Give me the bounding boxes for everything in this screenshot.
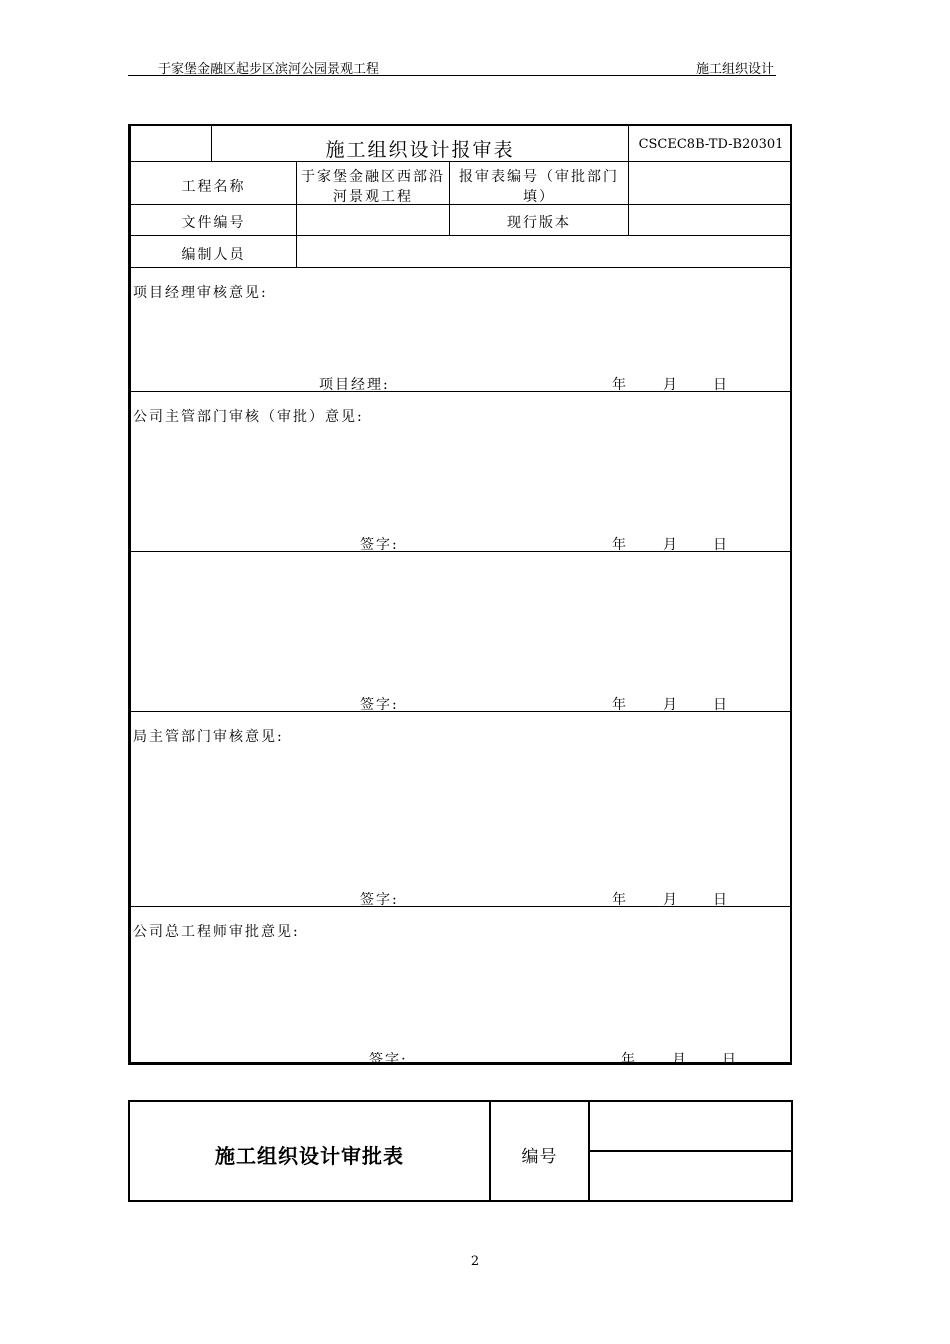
approval-form [128, 1100, 793, 1202]
approval-form-title: 施工组织设计审批表 [215, 1144, 404, 1168]
approval-no-label: 编号 [521, 1147, 558, 1167]
preparer-label: 编制人员 [181, 247, 246, 263]
page-header [128, 58, 776, 76]
review-no-label-line1: 报审表编号（审批部门 [459, 169, 619, 185]
sec3-sign: 签字: [360, 697, 399, 713]
sec5-day: 日 [722, 1052, 738, 1068]
version-field[interactable] [629, 205, 793, 235]
form-code: CSCEC8B-TD-B20301 [638, 137, 784, 152]
review-no-field[interactable] [629, 162, 793, 204]
approval-no-field-1[interactable] [591, 1102, 791, 1150]
review-no-label-line2: 填） [523, 189, 555, 205]
sec4-year: 年 [612, 892, 628, 908]
sec3-day: 日 [713, 697, 729, 713]
header-doc-type: 施工组织设计 [695, 62, 774, 77]
sec2-sign: 签字: [360, 537, 399, 553]
form-title: 施工组织设计报审表 [325, 139, 515, 161]
sec4-day: 日 [713, 892, 729, 908]
project-name-label: 工程名称 [181, 179, 246, 195]
sec2-month: 月 [663, 537, 679, 553]
sec1-month: 月 [663, 377, 679, 393]
sec5-title: 公司总工程师审批意见: [133, 924, 300, 940]
file-no-label: 文件编号 [181, 215, 246, 231]
approval-no-field-2[interactable] [591, 1152, 791, 1200]
sec1-day: 日 [713, 377, 729, 393]
file-no-field[interactable] [297, 205, 449, 235]
header-project: 于家堡金融区起步区滨河公园景观工程 [158, 62, 380, 77]
sec3-month: 月 [663, 697, 679, 713]
project-name-line2: 河景观工程 [333, 189, 413, 205]
sec4-sign: 签字: [360, 892, 399, 908]
project-name-line1: 于家堡金融区西部沿 [301, 169, 445, 185]
sec1-sign: 项目经理: [319, 377, 390, 393]
sec4-title: 局主管部门审核意见: [133, 729, 284, 745]
page-number: 2 [470, 1254, 480, 1269]
preparer-field[interactable] [297, 236, 793, 267]
sec1-year: 年 [612, 377, 628, 393]
sec5-month: 月 [672, 1052, 688, 1068]
review-form [128, 124, 792, 1068]
sec2-title: 公司主管部门审核（审批）意见: [133, 409, 364, 425]
sec1-title: 项目经理审核意见: [133, 285, 268, 301]
sec4-month: 月 [663, 892, 679, 908]
sec3-year: 年 [612, 697, 628, 713]
sec2-day: 日 [713, 537, 729, 553]
sec5-sign: 签字: [369, 1052, 408, 1068]
sec5-year: 年 [621, 1052, 637, 1068]
sec2-year: 年 [612, 537, 628, 553]
version-label: 现行版本 [507, 215, 571, 231]
